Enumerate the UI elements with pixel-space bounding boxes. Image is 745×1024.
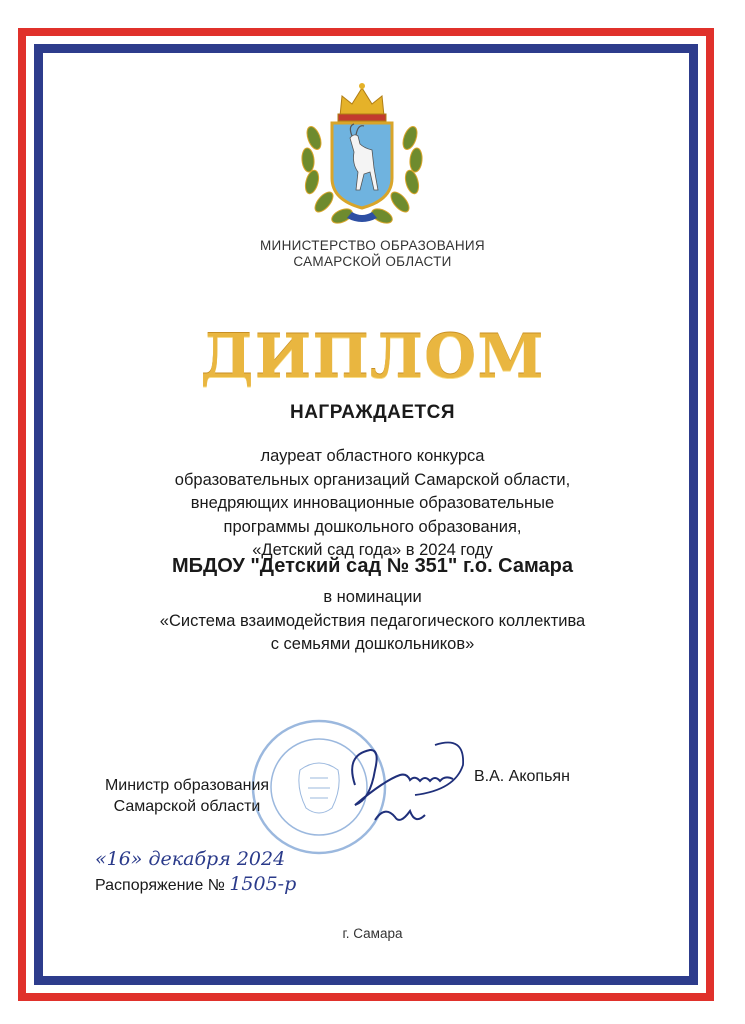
ministry-line-2: САМАРСКОЙ ОБЛАСТИ (293, 254, 452, 269)
diploma-title: ДИПЛОМ (200, 322, 545, 392)
issue-date (95, 848, 285, 870)
recipient-name: МБДОУ "Детский сад № 351" г.о. Самара (171, 555, 573, 577)
awarded-heading: НАГРАЖДАЕТСЯ (289, 402, 456, 423)
date-month-year: декабря 2024 (148, 848, 286, 870)
date-day: «16» (95, 848, 143, 870)
handwritten-signature (325, 725, 475, 845)
order-number: 1505-р (229, 873, 297, 895)
issue-city: г. Самара (342, 926, 403, 941)
nomination-line-2: с семьями дошкольников» (270, 635, 475, 653)
order-reference (95, 873, 296, 895)
description-line: внедряющих инновационные образовательные (190, 494, 555, 512)
nomination-line-1: «Система взаимодействия педагогического коллектива (159, 611, 586, 630)
samara-coat-of-arms-icon (292, 78, 432, 228)
description-line: «Детский сад года» в 2024 году (252, 541, 493, 559)
position-line-2: Самарской области (113, 798, 261, 815)
description-line: программы дошкольного образования, (223, 517, 522, 536)
award-description (0, 445, 745, 563)
order-label: Распоряжение № (95, 877, 225, 894)
position-line-1: Министр образования (104, 777, 270, 794)
nomination-intro: в номинации (323, 588, 422, 606)
description-line: образовательных организаций Самарской области, (174, 470, 571, 489)
ministry-line-1: МИНИСТЕРСТВО ОБРАЗОВАНИЯ (260, 238, 485, 253)
signer-position (92, 775, 282, 817)
signer-name: В.А. Акопьян (474, 768, 570, 785)
description-line: лауреат областного конкурса (260, 447, 485, 465)
nomination-block (0, 586, 745, 657)
